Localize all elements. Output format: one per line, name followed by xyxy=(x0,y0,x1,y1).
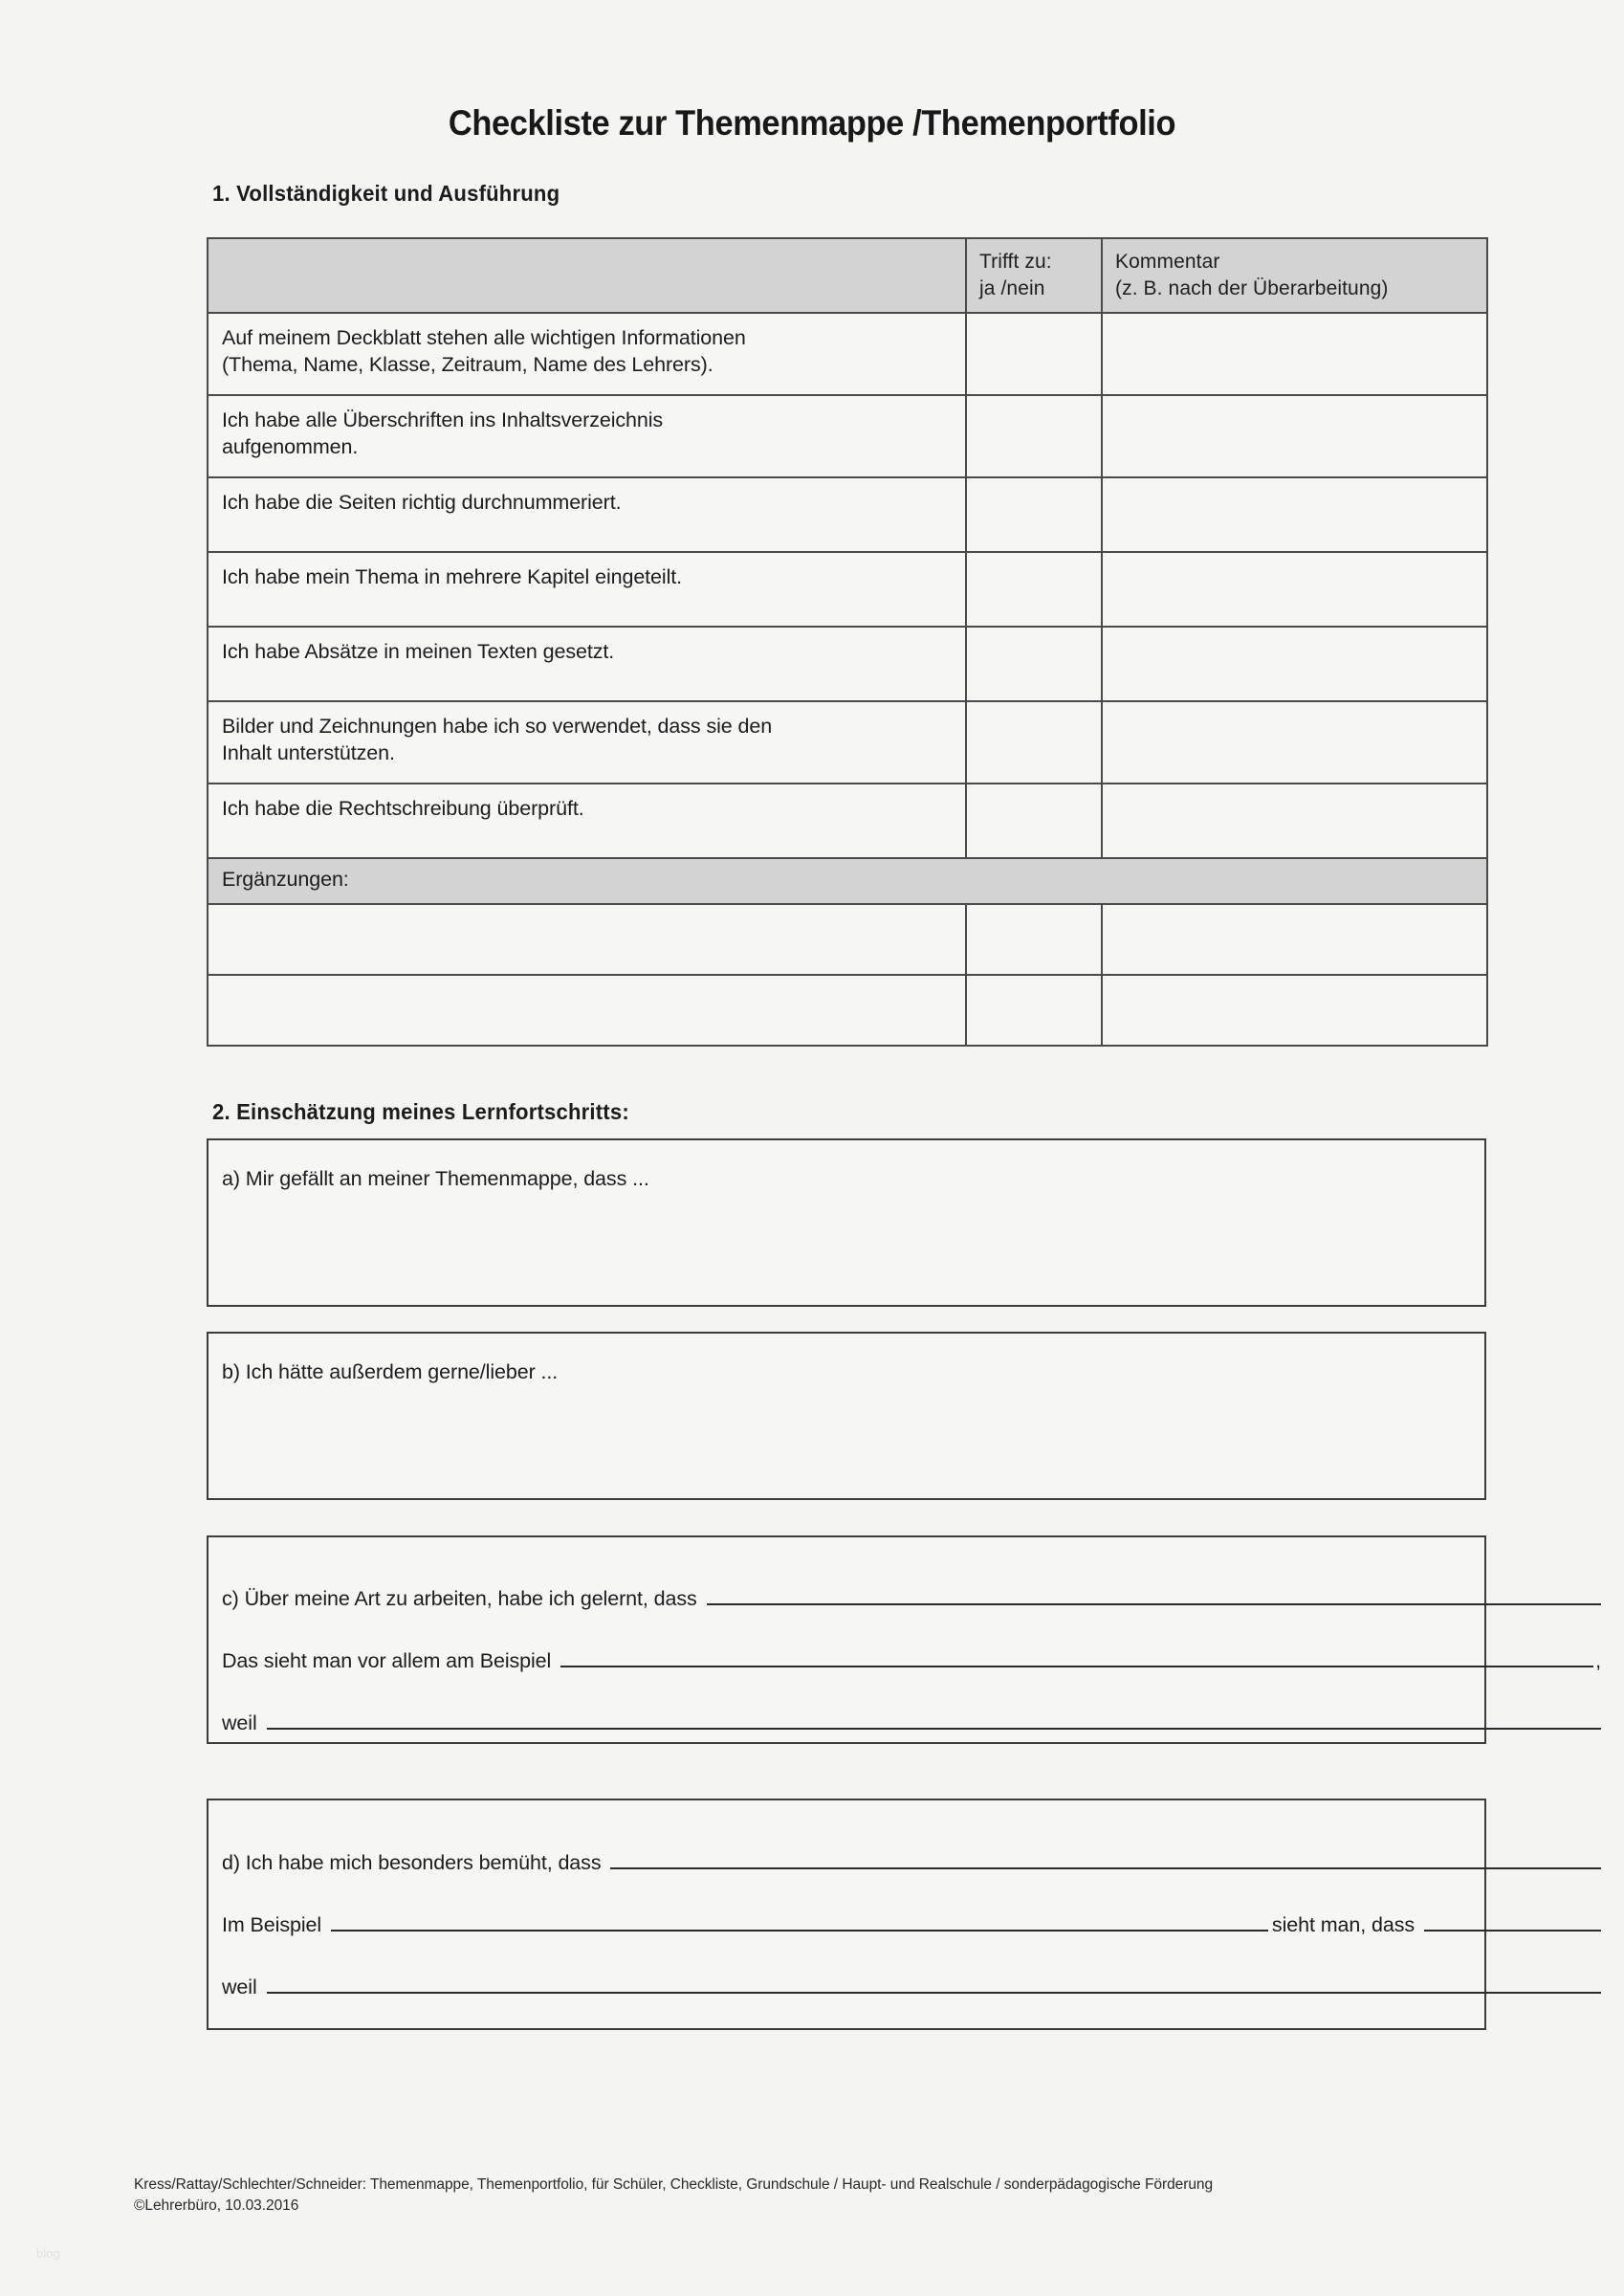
table-row xyxy=(208,313,1487,395)
applies-checkbox-cell[interactable] xyxy=(966,784,1102,858)
prompt-d-line2-middle: sieht man, dass xyxy=(1271,1913,1415,1936)
table-row xyxy=(208,784,1487,858)
checklist-table-container xyxy=(207,237,1486,1047)
table-row xyxy=(208,701,1487,784)
table-row xyxy=(208,395,1487,477)
statement-cell xyxy=(208,477,966,552)
table-header-row xyxy=(208,238,1487,313)
statement-cell xyxy=(208,313,966,395)
statement-line1: Ich habe Absätze in meinen Texten gesetzt. xyxy=(222,640,615,663)
applies-checkbox-cell[interactable] xyxy=(966,395,1102,477)
response-box-a[interactable] xyxy=(207,1138,1486,1307)
prompt-d-line3-label: weil xyxy=(222,1976,257,1998)
applies-checkbox-cell[interactable] xyxy=(966,904,1102,975)
additions-cell xyxy=(208,858,1487,904)
applies-checkbox-cell[interactable] xyxy=(966,477,1102,552)
footer xyxy=(134,2175,1502,2218)
applies-checkbox-cell[interactable] xyxy=(966,552,1102,627)
fill-in-blank[interactable] xyxy=(610,1850,1601,1869)
prompt-a-label: a) Mir gefällt an meiner Themenmappe, dass ... xyxy=(222,1167,649,1190)
statement-line1: Auf meinem Deckblatt stehen alle wichtigen Informationen xyxy=(222,326,746,349)
statement-line2: (Thema, Name, Klasse, Zeitraum, Name des Lehrers). xyxy=(222,353,713,377)
prompt-c-line-1 xyxy=(222,1586,1601,1611)
table-row xyxy=(208,552,1487,627)
comment-input-cell[interactable] xyxy=(1102,477,1487,552)
prompt-c-line-2 xyxy=(222,1648,1601,1673)
header-comment-cell xyxy=(1102,238,1487,313)
prompt-c-line1-label: c) Über meine Art zu arbeiten, habe ich gelernt, dass xyxy=(222,1587,697,1610)
statement-input-cell[interactable] xyxy=(208,904,966,975)
prompt-d-line-3 xyxy=(222,1975,1601,1999)
header-applies-line2: ja /nein xyxy=(979,276,1045,299)
footer-copyright-line: ©Lehrerbüro, 10.03.2016 xyxy=(134,2197,299,2215)
prompt-d-line2-label: Im Beispiel xyxy=(222,1913,322,1936)
section-2-heading: 2. Einschätzung meines Lernfortschritts: xyxy=(212,1099,629,1124)
fill-in-blank[interactable] xyxy=(707,1586,1601,1605)
header-comment-line2: (z. B. nach der Überarbeitung) xyxy=(1115,276,1389,299)
fill-in-blank[interactable] xyxy=(560,1648,1593,1667)
statement-line1: Ich habe mein Thema in mehrere Kapitel eingeteilt. xyxy=(222,565,683,588)
header-applies-cell xyxy=(966,238,1102,313)
statement-line2: Inhalt unterstützen. xyxy=(222,741,395,765)
statement-input-cell[interactable] xyxy=(208,975,966,1046)
header-comment-line1: Kommentar xyxy=(1115,251,1220,273)
fill-in-blank[interactable] xyxy=(267,1975,1601,1994)
comment-input-cell[interactable] xyxy=(1102,552,1487,627)
additions-row xyxy=(208,858,1487,904)
comment-input-cell[interactable] xyxy=(1102,627,1487,701)
response-box-b[interactable] xyxy=(207,1332,1486,1500)
fill-in-blank[interactable] xyxy=(267,1711,1601,1730)
table-row xyxy=(208,477,1487,552)
fill-in-blank[interactable] xyxy=(1424,1912,1601,1932)
prompt-c-line-3 xyxy=(222,1711,1601,1735)
header-applies-line1: Trifft zu: xyxy=(979,251,1052,273)
prompt-c-line2-tail: , xyxy=(1595,1649,1601,1672)
table-row xyxy=(208,904,1487,975)
statement-cell xyxy=(208,701,966,784)
comment-input-cell[interactable] xyxy=(1102,784,1487,858)
statement-line1: Bilder und Zeichnungen habe ich so verwendet, dass sie den xyxy=(222,715,773,738)
applies-checkbox-cell[interactable] xyxy=(966,313,1102,395)
page-title: Checkliste zur Themenmappe /Themenportfolio xyxy=(448,103,1176,143)
prompt-d-line1-label: d) Ich habe mich besonders bemüht, dass xyxy=(222,1851,602,1874)
fill-in-blank[interactable] xyxy=(331,1912,1268,1932)
comment-input-cell[interactable] xyxy=(1102,701,1487,784)
statement-line2: aufgenommen. xyxy=(222,435,359,459)
statement-cell xyxy=(208,627,966,701)
statement-line1: Ich habe die Seiten richtig durchnummeriert. xyxy=(222,491,622,514)
statement-line1: Ich habe die Rechtschreibung überprüft. xyxy=(222,797,584,820)
prompt-c-line2-label: Das sieht man vor allem am Beispiel xyxy=(222,1649,552,1672)
prompt-b-label: b) Ich hätte außerdem gerne/lieber ... xyxy=(222,1360,559,1383)
section-1-heading: 1. Vollständigkeit und Ausführung xyxy=(212,181,560,206)
prompt-d-line-2 xyxy=(222,1912,1601,1937)
applies-checkbox-cell[interactable] xyxy=(966,975,1102,1046)
table-body xyxy=(208,313,1487,1046)
comment-input-cell[interactable] xyxy=(1102,975,1487,1046)
comment-input-cell[interactable] xyxy=(1102,395,1487,477)
statement-cell xyxy=(208,395,966,477)
statement-cell xyxy=(208,552,966,627)
watermark-text: blog xyxy=(36,2246,60,2261)
prompt-c-line3-label: weil xyxy=(222,1711,257,1734)
checklist-table xyxy=(207,237,1488,1047)
applies-checkbox-cell[interactable] xyxy=(966,701,1102,784)
comment-input-cell[interactable] xyxy=(1102,904,1487,975)
table-header xyxy=(208,238,1487,313)
footer-credit-line: Kress/Rattay/Schlechter/Schneider: Themenmappe, Themenportfolio, für Schüler, Checkliste, Grundschule / Haupt- und Realschule / sonderpädagogische Förderung xyxy=(134,2176,1214,2193)
table-row xyxy=(208,627,1487,701)
statement-line1: Ich habe alle Überschriften ins Inhaltsverzeichnis xyxy=(222,408,664,431)
table-row xyxy=(208,975,1487,1046)
applies-checkbox-cell[interactable] xyxy=(966,627,1102,701)
additions-label: Ergänzungen: xyxy=(222,868,349,891)
prompt-d-line-1 xyxy=(222,1850,1601,1875)
comment-input-cell[interactable] xyxy=(1102,313,1487,395)
statement-cell xyxy=(208,784,966,858)
header-statement-cell xyxy=(208,238,966,313)
